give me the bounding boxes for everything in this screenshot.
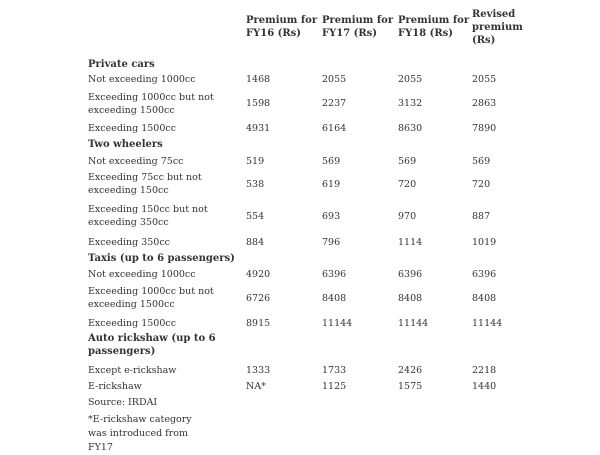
row-label: Except e-rickshaw	[88, 365, 177, 376]
header-revised-line2: premium	[472, 22, 523, 33]
cell-revised: 1019	[472, 237, 497, 248]
cell-fy16: NA*	[246, 381, 266, 392]
cell-fy17: 569	[322, 156, 341, 167]
header-revised-line1: Revised	[472, 9, 516, 20]
cell-fy18: 1575	[398, 381, 423, 392]
cell-fy16: 1468	[246, 74, 271, 85]
cell-fy18: 720	[398, 179, 417, 190]
cell-fy18: 11144	[398, 318, 429, 329]
cell-fy17: 796	[322, 237, 341, 248]
row-label: Exceeding 1000cc but not exceeding 1500cc	[88, 286, 214, 310]
cell-fy18: 8408	[398, 293, 423, 304]
cell-fy17: 11144	[322, 318, 353, 329]
footnote: *E-rickshaw category was introduced from FY17	[88, 414, 192, 453]
cell-fy16: 1598	[246, 98, 271, 109]
header-fy17-line2: FY17 (Rs)	[322, 28, 378, 39]
cell-revised: 8408	[472, 293, 497, 304]
cell-fy17: 2237	[322, 98, 347, 109]
row-label: Exceeding 1500cc	[88, 123, 177, 134]
cell-revised: 1440	[472, 381, 497, 392]
cell-fy16: 538	[246, 179, 265, 190]
source-note: Source: IRDAI	[88, 397, 158, 408]
cell-fy18: 1114	[398, 237, 423, 248]
cell-fy16: 1333	[246, 365, 271, 376]
cell-revised: 569	[472, 156, 491, 167]
header-fy16	[246, 14, 317, 40]
row-label: Exceeding 1500cc	[88, 318, 177, 329]
section-title-private-cars: Private cars	[88, 59, 155, 70]
row-label: Exceeding 150cc but not exceeding 350cc	[88, 204, 208, 228]
cell-revised: 2863	[472, 98, 497, 109]
row-label: Not exceeding 1000cc	[88, 74, 196, 85]
cell-fy17: 8408	[322, 293, 347, 304]
cell-fy17: 1733	[322, 365, 347, 376]
cell-fy18: 970	[398, 211, 417, 222]
cell-fy17: 2055	[322, 74, 347, 85]
cell-revised: 2055	[472, 74, 497, 85]
cell-fy16: 4920	[246, 269, 271, 280]
cell-fy18: 569	[398, 156, 417, 167]
cell-fy17: 6396	[322, 269, 347, 280]
row-label: Exceeding 1000cc but not exceeding 1500cc	[88, 92, 214, 116]
header-revised	[472, 8, 523, 47]
header-fy17	[322, 14, 393, 40]
row-label: E-rickshaw	[88, 381, 142, 392]
cell-fy17: 693	[322, 211, 341, 222]
cell-fy18: 2055	[398, 74, 423, 85]
row-label: Not exceeding 1000cc	[88, 269, 196, 280]
cell-fy16: 8915	[246, 318, 271, 329]
cell-revised: 6396	[472, 269, 497, 280]
cell-fy18: 2426	[398, 365, 423, 376]
cell-revised: 11144	[472, 318, 503, 329]
cell-fy16: 519	[246, 156, 265, 167]
cell-fy18: 8630	[398, 123, 423, 134]
row-label: Exceeding 75cc but not exceeding 150cc	[88, 172, 202, 196]
section-title-two-wheelers: Two wheelers	[88, 139, 163, 150]
header-fy18	[398, 14, 469, 40]
section-title-taxis: Taxis (up to 6 passengers)	[88, 253, 235, 264]
row-label: Exceeding 350cc	[88, 237, 170, 248]
cell-revised: 7890	[472, 123, 497, 134]
cell-fy16: 554	[246, 211, 265, 222]
cell-fy18: 3132	[398, 98, 423, 109]
cell-fy16: 884	[246, 237, 265, 248]
row-label: Not exceeding 75cc	[88, 156, 184, 167]
header-fy16-line2: FY16 (Rs)	[246, 28, 302, 39]
header-fy16-line1: Premium for	[246, 15, 318, 26]
header-revised-line3: (Rs)	[472, 35, 496, 46]
cell-fy18: 6396	[398, 269, 423, 280]
section-title-auto-rickshaw: Auto rickshaw (up to 6 passengers)	[88, 333, 216, 357]
cell-fy17: 619	[322, 179, 341, 190]
cell-fy17: 6164	[322, 123, 347, 134]
cell-revised: 720	[472, 179, 491, 190]
header-fy18-line2: FY18 (Rs)	[398, 28, 454, 39]
header-fy17-line1: Premium for	[322, 15, 394, 26]
header-fy18-line1: Premium for	[398, 15, 470, 26]
cell-revised: 2218	[472, 365, 497, 376]
cell-fy16: 4931	[246, 123, 271, 134]
cell-fy17: 1125	[322, 381, 347, 392]
cell-fy16: 6726	[246, 293, 271, 304]
cell-revised: 887	[472, 211, 491, 222]
